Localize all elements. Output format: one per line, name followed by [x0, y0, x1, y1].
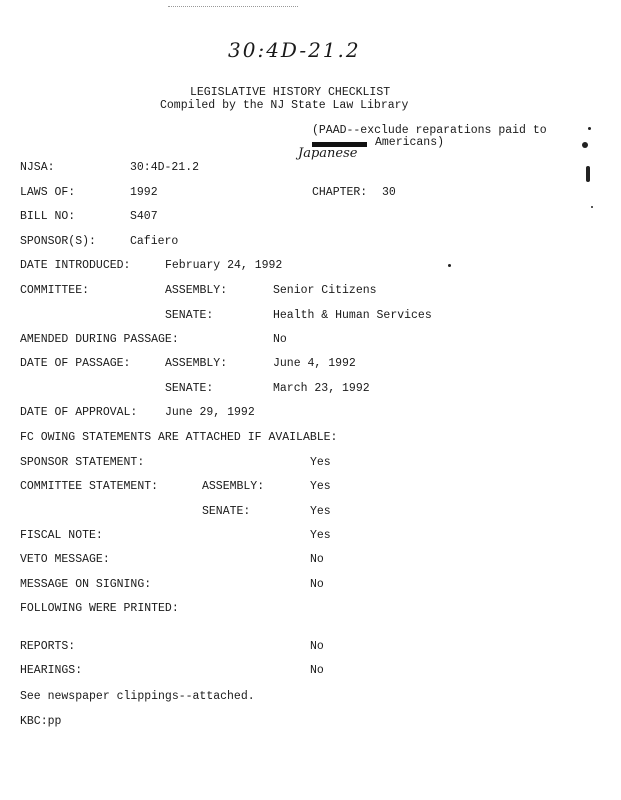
committee-assembly-value: Senior Citizens — [273, 284, 377, 297]
passage-senate-value: March 23, 1992 — [273, 382, 370, 395]
committee-senate-value: Health & Human Services — [273, 309, 432, 322]
approval-label: DATE OF APPROVAL: — [20, 406, 138, 419]
note-line-1: (PAAD--exclude reparations paid to — [312, 124, 547, 137]
passage-assembly-value: June 4, 1992 — [273, 357, 356, 370]
sponsor-statement-label: SPONSOR STATEMENT: — [20, 456, 145, 469]
initials: KBC:pp — [20, 715, 62, 728]
committee-assembly-label: ASSEMBLY: — [165, 284, 228, 297]
committee-statement-label: COMMITTEE STATEMENT: — [20, 480, 159, 493]
message-signing-value: No — [310, 578, 324, 591]
approval-value: June 29, 1992 — [165, 406, 255, 419]
fiscal-note-label: FISCAL NOTE: — [20, 529, 103, 542]
committee-statement-senate-label: SENATE: — [202, 505, 251, 518]
committee-statement-assembly-value: Yes — [310, 480, 331, 493]
amended-label: AMENDED DURING PASSAGE: — [20, 333, 179, 346]
passage-senate-label: SENATE: — [165, 382, 214, 395]
margin-speck — [582, 142, 588, 148]
chapter-label: CHAPTER: — [312, 186, 368, 199]
clippings-note: See newspaper clippings--attached. — [20, 690, 255, 703]
date-introduced-value: February 24, 1992 — [165, 259, 283, 272]
scan-noise — [168, 6, 298, 9]
date-introduced-label: DATE INTRODUCED: — [20, 259, 131, 272]
margin-mark — [586, 166, 590, 182]
bill-label: BILL NO: — [20, 210, 76, 223]
reports-label: REPORTS: — [20, 640, 76, 653]
checklist-subtitle: Compiled by the NJ State Law Library — [160, 99, 409, 112]
margin-speck — [588, 127, 591, 130]
veto-message-label: VETO MESSAGE: — [20, 553, 110, 566]
committee-statement-senate-value: Yes — [310, 505, 331, 518]
sponsor-value: Cafiero — [130, 235, 179, 248]
handwritten-insert: Japanese — [298, 146, 358, 161]
fiscal-note-value: Yes — [310, 529, 331, 542]
committee-label: COMMITTEE: — [20, 284, 90, 297]
committee-statement-assembly-label: ASSEMBLY: — [202, 480, 265, 493]
laws-value: 1992 — [130, 186, 158, 199]
sponsor-statement-value: Yes — [310, 456, 331, 469]
message-signing-label: MESSAGE ON SIGNING: — [20, 578, 152, 591]
njsa-label: NJSA: — [20, 161, 55, 174]
hearings-value: No — [310, 664, 324, 677]
committee-senate-label: SENATE: — [165, 309, 214, 322]
laws-label: LAWS OF: — [20, 186, 76, 199]
sponsor-label: SPONSOR(S): — [20, 235, 96, 248]
checklist-title: LEGISLATIVE HISTORY CHECKLIST — [190, 86, 391, 99]
veto-message-value: No — [310, 553, 324, 566]
bill-value: S407 — [130, 210, 158, 223]
printed-heading: FOLLOWING WERE PRINTED: — [20, 602, 179, 615]
njsa-value: 30:4D-21.2 — [130, 161, 200, 174]
margin-speck — [448, 264, 451, 267]
margin-speck — [591, 206, 593, 208]
statements-heading: FC OWING STATEMENTS ARE ATTACHED IF AVAILABLE: — [20, 431, 338, 444]
hearings-label: HEARINGS: — [20, 664, 83, 677]
handwritten-title: 30:4D-21.2 — [228, 38, 361, 62]
note-line-2: Americans) — [375, 136, 445, 149]
passage-assembly-label: ASSEMBLY: — [165, 357, 228, 370]
reports-value: No — [310, 640, 324, 653]
amended-value: No — [273, 333, 287, 346]
passage-label: DATE OF PASSAGE: — [20, 357, 131, 370]
chapter-value: 30 — [382, 186, 396, 199]
